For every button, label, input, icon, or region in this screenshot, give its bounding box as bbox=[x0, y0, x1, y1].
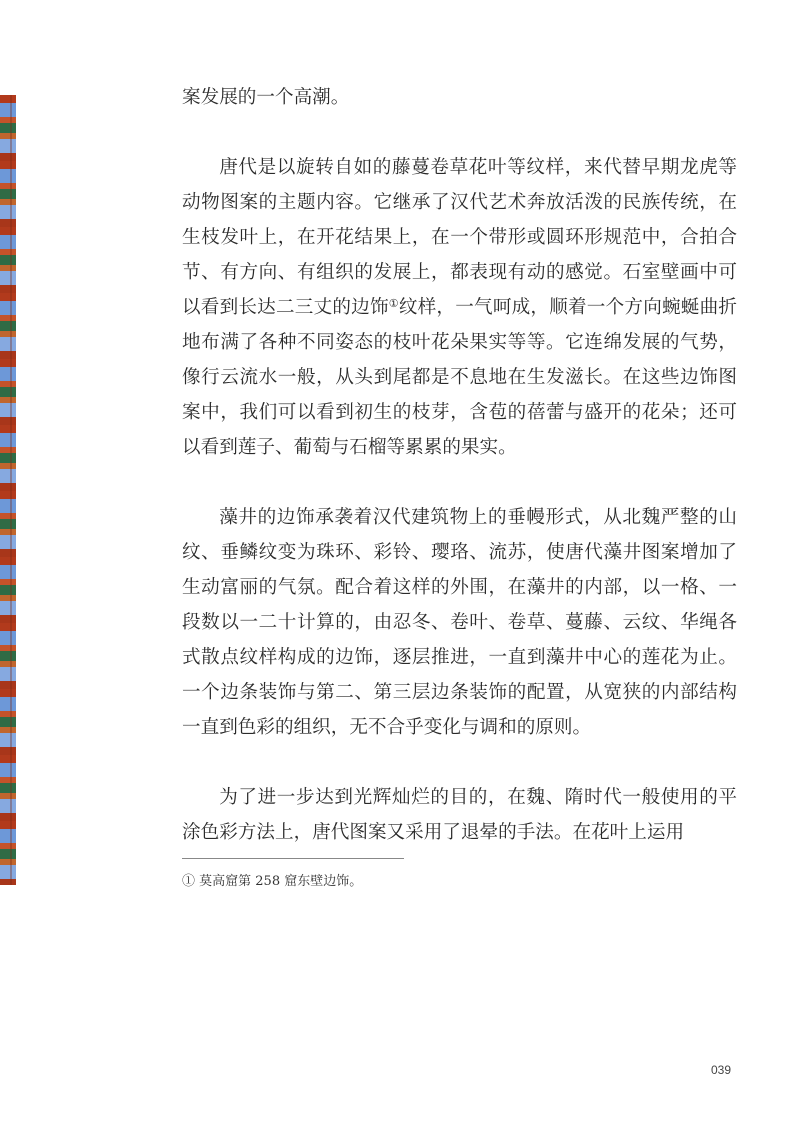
paragraph-tang-patterns bbox=[182, 150, 737, 465]
paragraph-shading-technique: 为了进一步达到光辉灿烂的目的，在魏、隋时代一般使用的平涂色彩方法上，唐代图案又采用了退晕的手法。在花叶上运用 bbox=[182, 787, 737, 843]
decorative-border-strip bbox=[0, 95, 16, 885]
footnote bbox=[182, 870, 362, 889]
paragraph-text: 唐代是以旋转自如的藤蔓卷草花叶等纹样，来代替早期龙虎等动物图案的主题内容。它继承了汉代艺术奔放活泼的民族传统，在生枝发叶上，在开花结果上，在一个带形或圆环形规范中，合拍合节、有方向、有组织的发展上，都表现有动的感觉。石室壁画中可以看到长达二三丈的边饰 bbox=[182, 157, 737, 318]
footnote-text: 莫高窟第 258 窟东壁边饰。 bbox=[199, 874, 363, 889]
footnote-mark: ① bbox=[182, 874, 196, 889]
footnote-divider bbox=[182, 858, 404, 859]
footnote-reference[interactable]: ① bbox=[388, 297, 399, 310]
paragraph-text: 纹样，一气呵成，顺着一个方向蜿蜒曲折地布满了各种不同姿态的枝叶花朵果实等等。它连绵发展的气势，像行云流水一般，从头到尾都是不息地在生发滋长。在这些边饰图案中，我们可以看到初生的枝芽，含苞的蓓蕾与盛开的花朵；还可以看到莲子、葡萄与石榴等累累的果实。 bbox=[182, 297, 737, 458]
paragraph-caisson-borders: 藻井的边饰承袭着汉代建筑物上的垂幔形式，从北魏严整的山纹、垂鳞纹变为珠环、彩铃、璎珞、流苏，使唐代藻井图案增加了生动富丽的气氛。配合着这样的外围，在藻井的内部，以一格、一段数以一二十计算的，由忍冬、卷叶、卷草、蔓藤、云纹、华绳各式散点纹样构成的边饰，逐层推进，一直到藻井中心的莲花为止。一个边条装饰与第二、第三层边条装饰的配置，从宽狭的内部结构一直到色彩的组织，无不合乎变化与调和的原则。 bbox=[182, 507, 737, 738]
paragraph-continued: 案发展的一个高潮。 bbox=[182, 87, 350, 108]
page-number: 039 bbox=[711, 1063, 732, 1077]
body-text bbox=[182, 80, 737, 850]
